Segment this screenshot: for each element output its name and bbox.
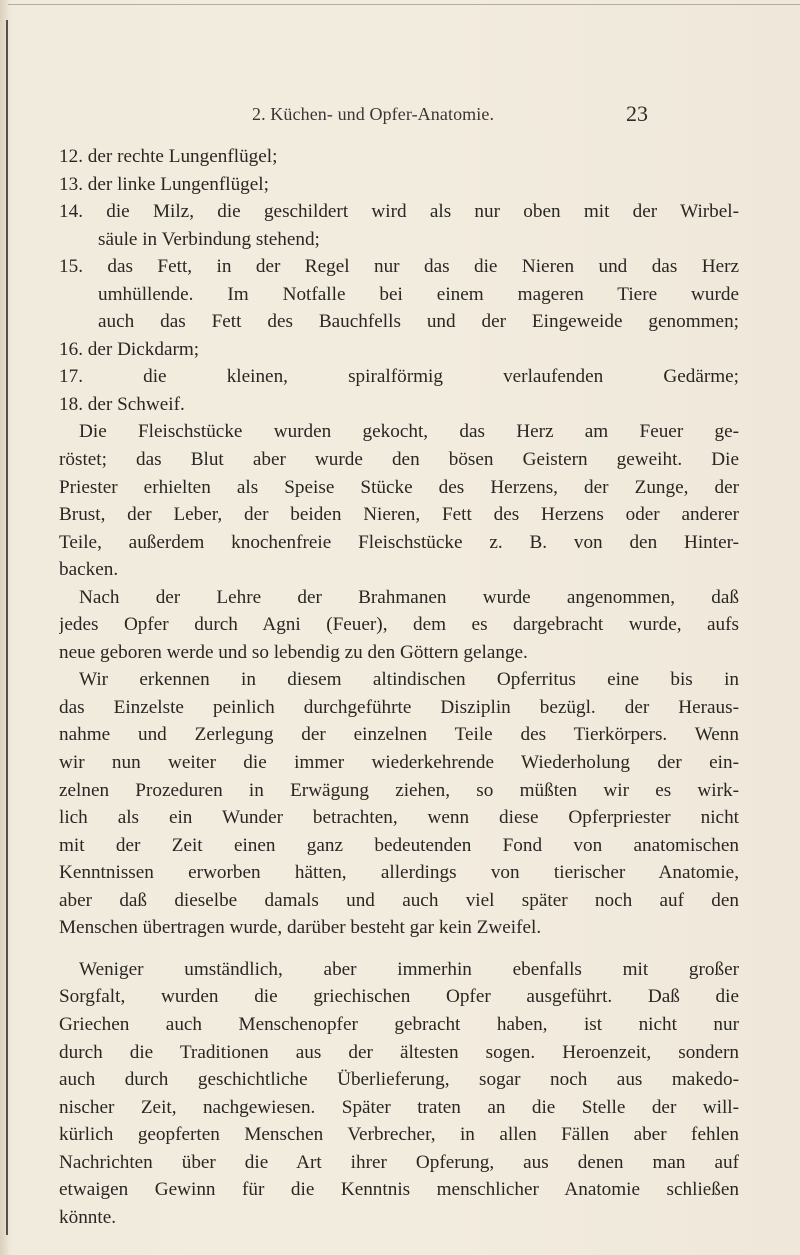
- paragraph-gap: [59, 942, 739, 956]
- text-line: umhüllende. Im Notfalle bei einem mageren Tiere wurde: [98, 283, 739, 305]
- text-line: 18. der Schweif.: [59, 393, 185, 415]
- page-number: 23: [626, 101, 648, 126]
- text-line: 14. die Milz, die geschildert wird als nur oben mit der Wirbel-: [59, 201, 739, 223]
- text-line: Priester erhielten als Speise Stücke des Herzens, der Zunge, der: [59, 476, 739, 498]
- text-line: kürlich geopferten Menschen Verbrecher, in allen Fällen aber fehlen: [59, 1124, 739, 1146]
- text-line: wir nun weiter die immer wiederkehrende Wiederholung der ein-: [59, 752, 739, 774]
- text-line: Weniger umständlich, aber immerhin ebenfalls mit großer: [79, 958, 739, 980]
- text-line: neue geboren werde und so lebendig zu den Göttern gelange.: [59, 641, 528, 663]
- text-line: Menschen übertragen wurde, darüber besteht gar kein Zweifel.: [59, 917, 542, 939]
- text-line: Wir erkennen in diesem altindischen Opferritus eine bis in: [79, 669, 739, 691]
- text-line: säule in Verbindung stehend;: [98, 228, 320, 250]
- text-line: Sorgfalt, wurden die griechischen Opfer ausgeführt. Daß die: [59, 986, 739, 1008]
- page-top-edge: [8, 4, 800, 5]
- text-line: mit der Zeit einen ganz bedeutenden Fond von anatomischen: [59, 834, 739, 856]
- text-line: Kenntnissen erworben hätten, allerdings von tierischer Anatomie,: [59, 862, 739, 884]
- text-line: Teile, außerdem knochenfreie Fleischstücke z. B. von den Hinter-: [59, 531, 739, 553]
- text-line: Nach der Lehre der Brahmanen wurde angenommen, daß: [79, 586, 739, 608]
- text-line: röstet; das Blut aber wurde den bösen Geistern geweiht. Die: [59, 449, 739, 471]
- text-line: etwaigen Gewinn für die Kenntnis menschlicher Anatomie schließen: [59, 1179, 739, 1201]
- text-line: 17. die kleinen, spiralförmig verlaufenden Gedärme;: [59, 366, 739, 388]
- text-line: 12. der rechte Lungenflügel;: [59, 146, 278, 167]
- text-line: 15. das Fett, in der Regel nur das die Nieren und das Herz: [59, 256, 739, 278]
- text-line: lich als ein Wunder betrachten, wenn diese Opferpriester nicht: [59, 807, 739, 829]
- text-line: Die Fleischstücke wurden gekocht, das Herz am Feuer ge-: [79, 421, 739, 443]
- text-line: aber daß dieselbe damals und auch viel später noch auf den: [59, 889, 739, 911]
- text-line: durch die Traditionen aus der ältesten sogen. Heroenzeit, sondern: [59, 1041, 739, 1063]
- page-header: [0, 101, 800, 134]
- text-line: zelnen Prozeduren in Erwägung ziehen, so müßten wir es wirk-: [59, 779, 739, 801]
- text-line: backen.: [59, 559, 119, 581]
- text-line: nahme und Zerlegung der einzelnen Teile des Tierkörpers. Wenn: [59, 724, 739, 746]
- text-line: Nachrichten über die Art ihrer Opferung, aus denen man auf: [59, 1151, 739, 1173]
- body-text: [59, 143, 739, 1231]
- text-line: Griechen auch Menschenopfer gebracht haben, ist nicht nur: [59, 1013, 739, 1035]
- text-line: 16. der Dickdarm;: [59, 338, 200, 360]
- text-line: nischer Zeit, nachgewiesen. Später traten an die Stelle der will-: [59, 1096, 739, 1118]
- running-head: 2. Küchen- und Opfer-Anatomie.: [252, 104, 495, 124]
- text-line: auch das Fett des Bauchfells und der Eingeweide genommen;: [98, 311, 739, 333]
- text-line: Brust, der Leber, der beiden Nieren, Fett des Herzens oder anderer: [59, 504, 739, 526]
- text-line: auch durch geschichtliche Überlieferung, sogar noch aus makedo-: [59, 1069, 739, 1091]
- text-line: 13. der linke Lungenflügel;: [59, 173, 269, 195]
- text-line: jedes Opfer durch Agni (Feuer), dem es dargebracht wurde, aufs: [59, 614, 739, 636]
- text-line: das Einzelste peinlich durchgeführte Disziplin bezügl. der Heraus-: [59, 696, 739, 718]
- binding-shadow-line: [6, 20, 8, 1235]
- text-line: könnte.: [59, 1206, 117, 1228]
